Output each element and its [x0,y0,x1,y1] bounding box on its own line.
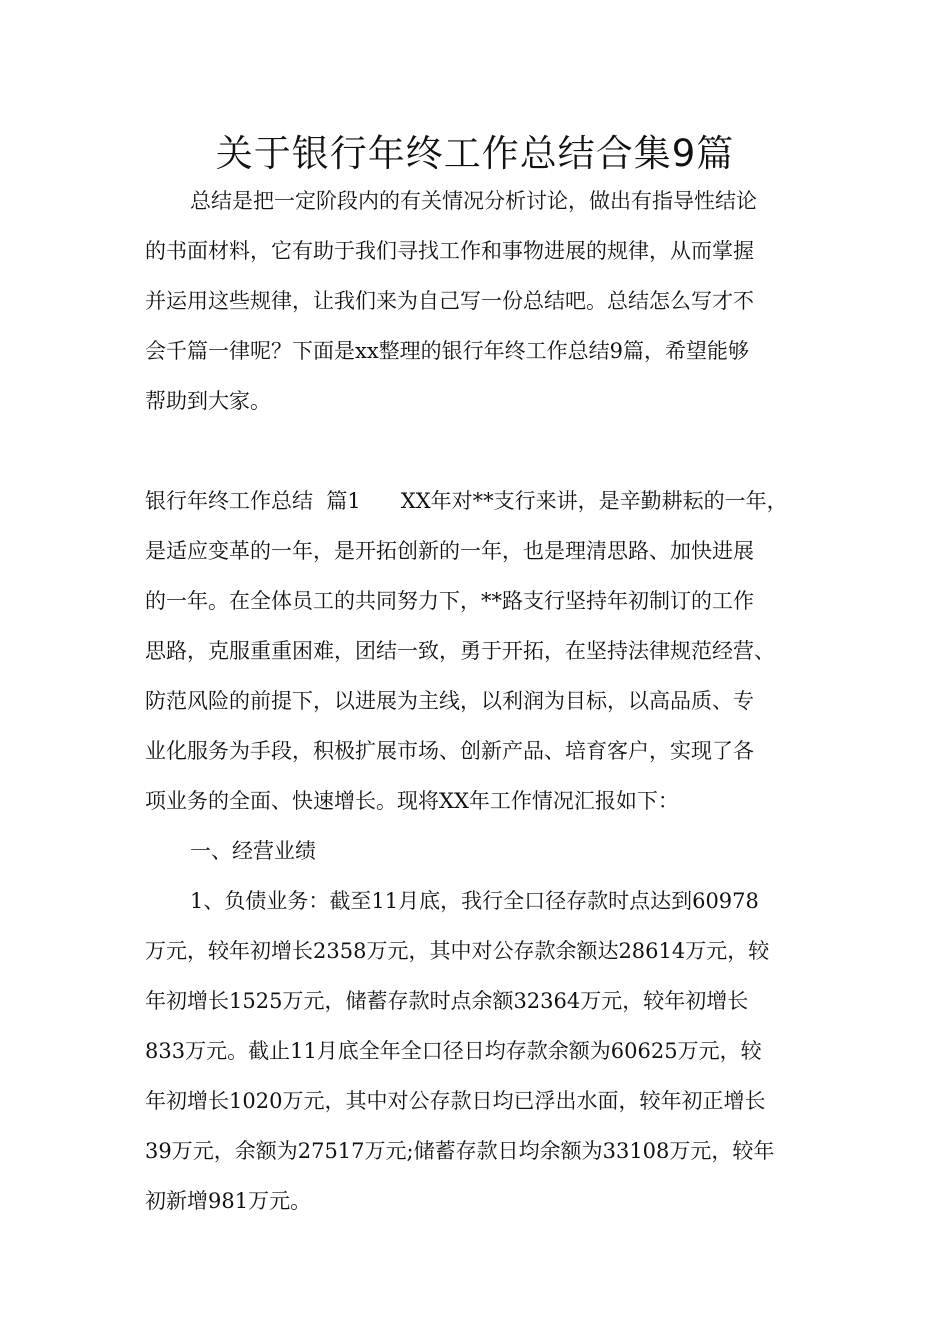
liability-line: 初新增981万元。 [145,1189,312,1213]
section-line: 是适应变革的一年，是开拓创新的一年，也是理清思路、加快进展 [145,539,754,563]
liability-line: 年初增长1525万元，储蓄存款时点余额32364万元，较年初增长 [145,989,749,1013]
liability-line: 万元，较年初增长2358万元，其中对公存款余额达28614万元，较 [145,939,770,963]
intro-line: 的书面材料，它有助于我们寻找工作和事物进展的规律，从而掌握 [145,239,754,263]
liability-line: 年初增长1020万元，其中对公存款日均已浮出水面，较年初正增长 [145,1089,766,1113]
section-line: 思路，克服重重困难，团结一致，勇于开拓，在坚持法律规范经营、 [145,639,775,663]
liability-line: 1、负债业务：截至11月底，我行全口径存款时点达到60978 [190,889,759,913]
intro-line: 帮助到大家。 [145,389,271,413]
document-title: 关于银行年终工作总结合集9篇 [215,132,735,175]
section-line: 防范风险的前提下，以进展为主线，以利润为目标，以高品质、专 [145,689,754,713]
section-line: 项业务的全面、快速增长。现将XX年工作情况汇报如下： [145,789,679,813]
liability-line: 39万元，余额为27517万元;储蓄存款日均余额为33108万元，较年 [145,1139,775,1163]
section-line: 的一年。在全体员工的共同努力下，**路支行坚持年初制订的工作 [145,589,754,613]
intro-line: 会千篇一律呢？下面是xx整理的银行年终工作总结9篇，希望能够 [145,339,750,363]
section-heading: 一、经营业绩 [190,839,316,863]
liability-line: 833万元。截止11月底全年全口径日均存款余额为60625万元，较 [145,1039,762,1063]
section-line: 银行年终工作总结 篇1 XX年对**支行来讲，是辛勤耕耘的一年， [145,489,788,513]
intro-line: 总结是把一定阶段内的有关情况分析讨论，做出有指导性结论 [190,189,757,213]
intro-line: 并运用这些规律，让我们来为自己写一份总结吧。总结怎么写才不 [145,289,754,313]
section-line: 业化服务为手段，积极扩展市场、创新产品、培育客户，实现了各 [145,739,754,763]
